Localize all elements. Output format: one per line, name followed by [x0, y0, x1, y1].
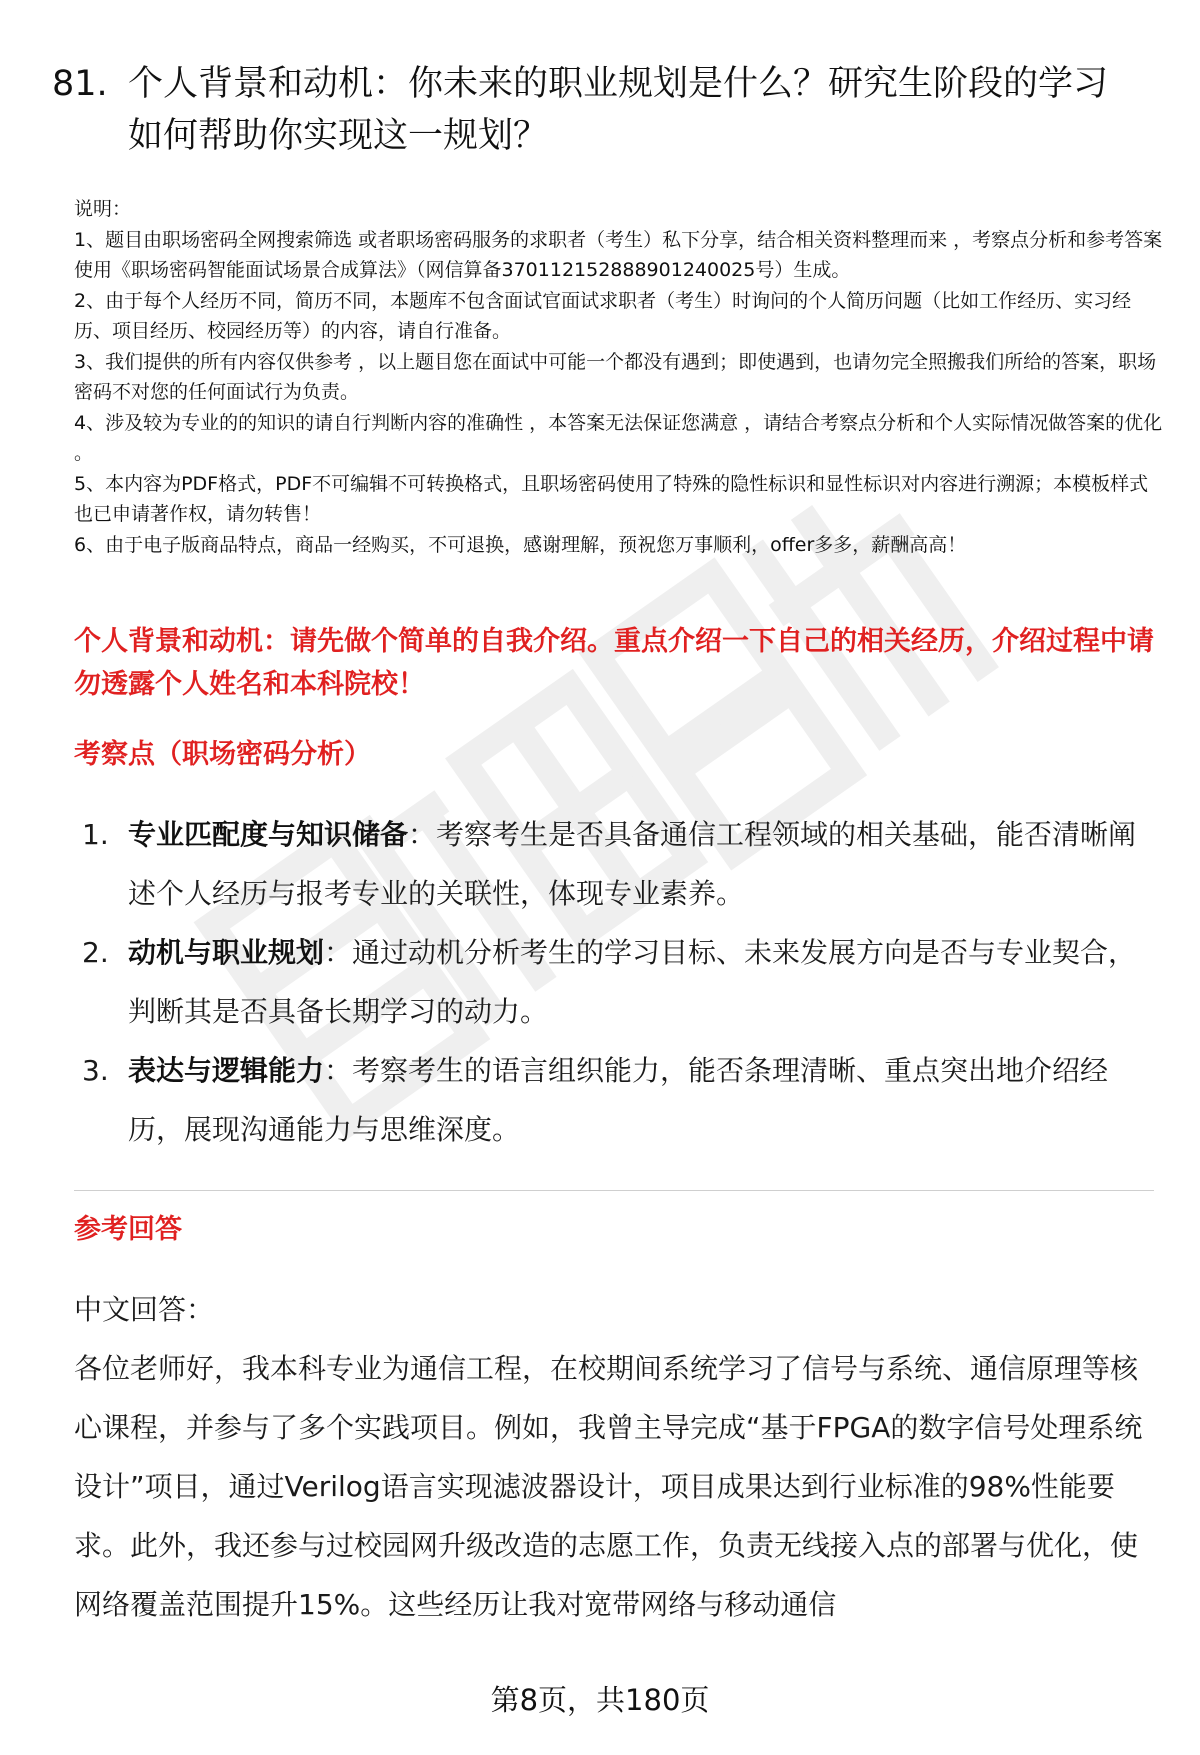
key-point-number: 1.: [82, 818, 109, 851]
note-item: 4、涉及较为专业的的知识的请自行判断内容的准确性 ，本答案无法保证您满意 ，请结合考察点分析和个人实际情况做答案的优化 。: [74, 411, 1163, 464]
answer-label: 中文回答：: [74, 1293, 215, 1326]
reference-answer-title: 参考回答: [74, 1214, 182, 1245]
question-text: 个人背景和动机：你未来的职业规划是什么？研究生阶段的学习如何帮助你实现这一规划？: [128, 64, 1109, 156]
section-divider: [74, 1190, 1154, 1191]
question-title: [52, 58, 1152, 162]
key-point-number: 3.: [82, 1054, 109, 1087]
key-point-term: 专业匹配度与知识储备: [128, 818, 409, 851]
key-point-item: [82, 923, 1152, 1041]
note-item: 3、我们提供的所有内容仅供参考 ，以上题目您在面试中可能一个都没有遇到；即使遇到，也请勿完全照搬我们所给的答案，职场密码不对您的任何面试行为负责。: [74, 350, 1157, 403]
note-item: 2、由于每个人经历不同，简历不同，本题库不包含面试官面试求职者（考生）时询问的个人简历问题（比如工作经历、实习经历、项目经历、校园经历等）的内容，请自行准备。: [74, 289, 1132, 342]
key-point-desc: ：考察考生是否具备通信工程领域的相关基础，能否清晰阐述个人经历与报考专业的关联性，体现专业素养。: [128, 818, 1137, 910]
key-point-item: [82, 1041, 1152, 1159]
key-points-title: 考察点（职场密码分析）: [74, 739, 371, 770]
notes-block: [74, 194, 1164, 560]
note-item: 5、本内容为PDF格式，PDF不可编辑不可转换格式，且职场密码使用了特殊的隐性标识和显性标识对内容进行溯源；本模板样式也已申请著作权，请勿转售！: [74, 472, 1149, 525]
key-points-list: [82, 805, 1152, 1159]
reference-answer: [74, 1280, 1154, 1634]
key-point-number: 2.: [82, 936, 109, 969]
question-prompt-heading: 个人背景和动机：请先做个简单的自我介绍。重点介绍一下自己的相关经历，介绍过程中请勿透露个人姓名和本科院校！: [74, 626, 1154, 700]
page-footer: 第8页，共180页: [490, 1683, 710, 1717]
key-point-item: [82, 805, 1152, 923]
answer-body: 各位老师好，我本科专业为通信工程，在校期间系统学习了信号与系统、通信原理等核心课程，并参与了多个实践项目。例如，我曾主导完成“基于FPGA的数字信号处理系统设计”项目，通过Verilog语言实现滤波器设计，项目成果达到行业标准的98%性能要求。此外，我还参与过校园网升级改造的志愿工作，负责无线接入点的部署与优化，使网络覆盖范围提升15%。这些经历让我对宽带网络与移动通信: [74, 1352, 1143, 1621]
key-point-desc: ：通过动机分析考生的学习目标、未来发展方向是否与专业契合，判断其是否具备长期学习的动力。: [128, 936, 1137, 1028]
notes-title: 说明：: [74, 198, 132, 220]
note-item: 6、由于电子版商品特点，商品一经购买，不可退换，感谢理解，预祝您万事顺利，offer多多，薪酬高高！: [74, 533, 967, 556]
key-point-desc: ：考察考生的语言组织能力，能否条理清晰、重点突出地介绍经历，展现沟通能力与思维深度。: [128, 1054, 1109, 1146]
key-point-term: 动机与职业规划: [128, 936, 325, 969]
note-item: 1、题目由职场密码全网搜索筛选 或者职场密码服务的求职者（考生）私下分享，结合相关资料整理而来 ，考察点分析和参考答案使用《职场密码智能面试场景合成算法》（网信算备370112152888901240025号）生成。: [74, 228, 1163, 281]
key-point-term: 表达与逻辑能力: [128, 1054, 325, 1087]
question-number: 81.: [52, 64, 108, 104]
